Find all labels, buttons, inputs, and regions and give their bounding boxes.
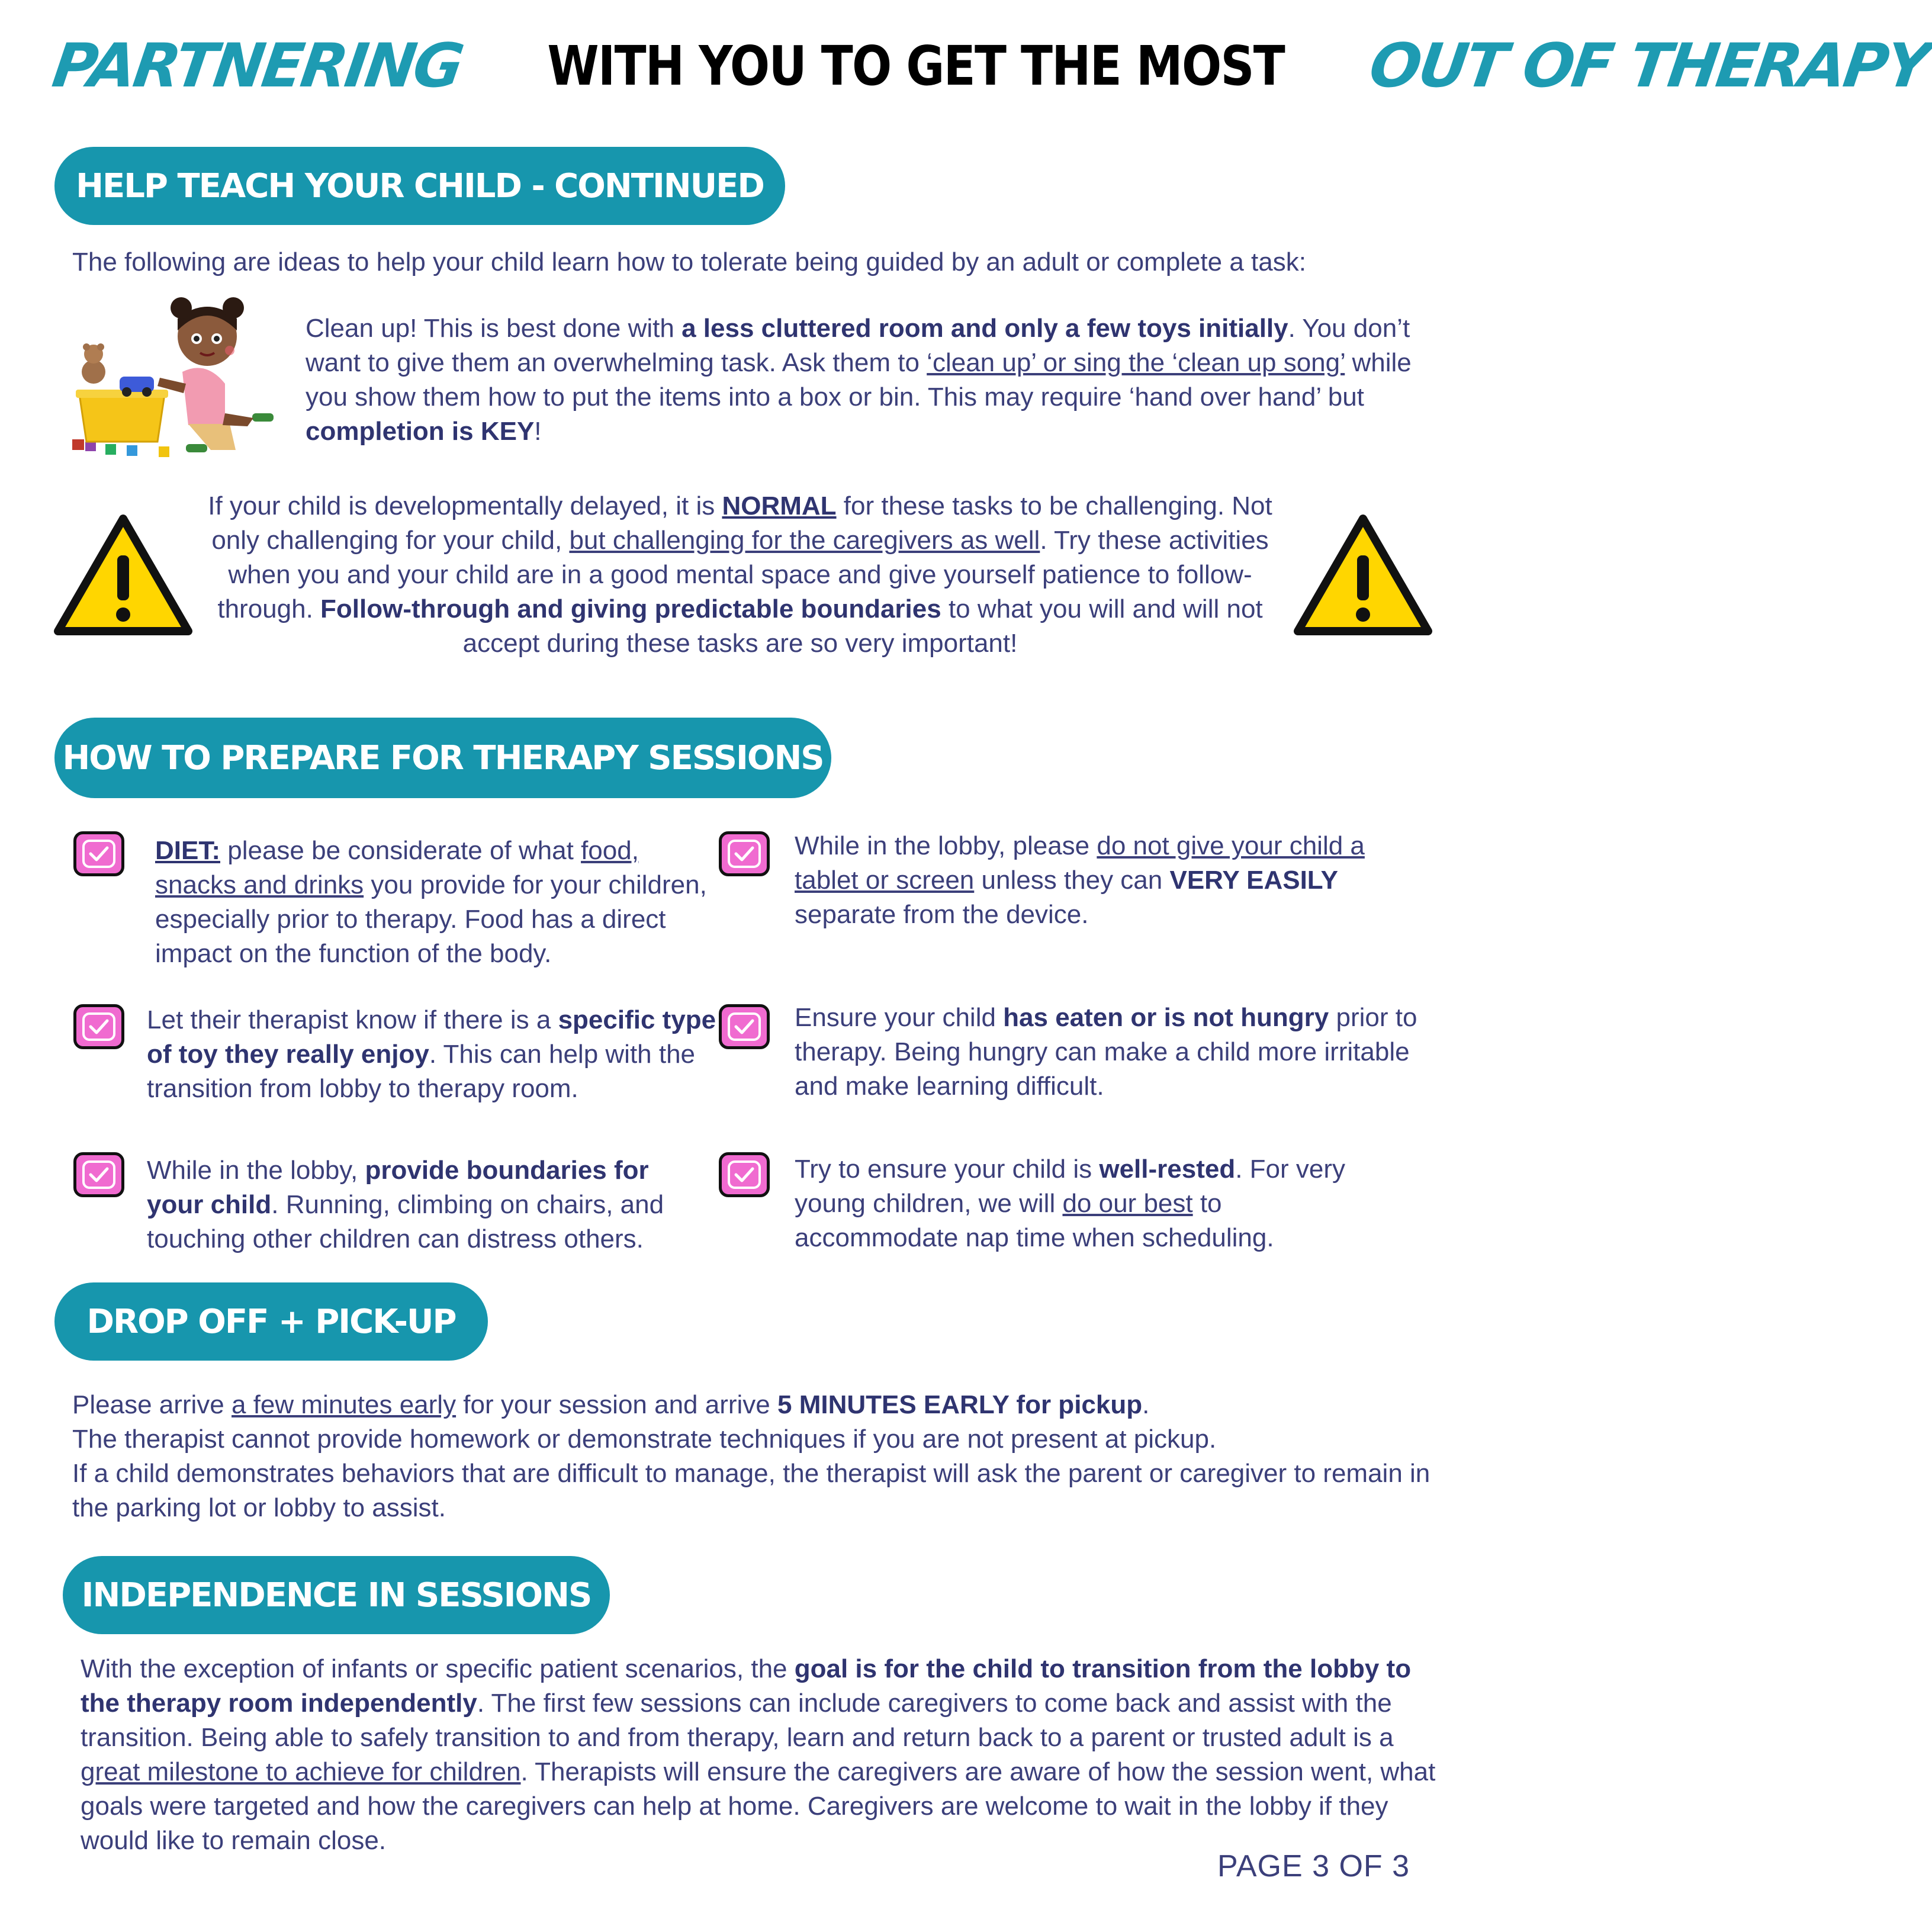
- prepare-item-rested: [795, 1152, 1351, 1255]
- rested-text-3: to accommodate nap time when scheduling.: [795, 1189, 1274, 1252]
- child-cleanup-illustration: [70, 295, 277, 462]
- warning-bold-normal: NORMAL: [722, 491, 837, 520]
- check-icon: [719, 831, 770, 876]
- section-heading-drop-off: DROP OFF + PICK-UP: [54, 1282, 488, 1361]
- page-title: [48, 31, 1932, 114]
- check-icon: [719, 1004, 770, 1049]
- rested-text-1: Try to ensure your child is: [795, 1155, 1100, 1184]
- screen-underline: do not give your child a tablet or screen: [795, 831, 1365, 895]
- prepare-item-screen: [795, 829, 1410, 932]
- diet-text-1: please be considerate of what: [220, 836, 581, 865]
- warning-text-2: for these tasks to be challenging. Not only challenging for your child,: [211, 491, 1272, 555]
- prepare-item-toy: [147, 1003, 727, 1106]
- prepare-item-hungry: [795, 1001, 1446, 1104]
- cleanup-text-1: Clean up! This is best done with: [306, 314, 682, 343]
- rested-bold: well-rested: [1099, 1155, 1236, 1184]
- check-icon: [73, 1004, 124, 1049]
- title-part-partnering: PARTNERING: [48, 31, 466, 101]
- section-heading-prepare: HOW TO PREPARE FOR THERAPY SESSIONS: [54, 718, 831, 798]
- prepare-item-boundaries: [147, 1153, 703, 1256]
- warning-text-4: to what you will and will not accept during these tasks are so very important!: [462, 594, 1263, 658]
- section-heading-independence: INDEPENDENCE IN SESSIONS: [63, 1556, 610, 1634]
- drop-off-line-2: The therapist cannot provide homework or demonstrate techniques if you are not present at pickup.: [72, 1425, 1217, 1454]
- drop-off-line-1: [72, 1388, 1452, 1422]
- independence-text-1: With the exception of infants or specific patient scenarios, the: [81, 1654, 795, 1683]
- screen-text-3: separate from the device.: [795, 900, 1089, 929]
- toy-text-1: Let their therapist know if there is a: [147, 1005, 558, 1034]
- drop-off-text-3: .: [1142, 1390, 1150, 1419]
- drop-off-underline: a few minutes early: [232, 1390, 457, 1419]
- drop-off-text-2: for your session and arrive: [456, 1390, 777, 1419]
- title-part-middle: WITH YOU TO GET THE MOST: [547, 34, 1284, 98]
- hungry-bold: has eaten or is not hungry: [1003, 1003, 1329, 1032]
- hungry-text-1: Ensure your child: [795, 1003, 1004, 1032]
- warning-text-1: If your child is developmentally delayed, it is: [208, 491, 722, 520]
- independence-text-2: . The first few sessions can include caregivers to come back and assist with the transition. Being able to safely transition to and from therapy, learn and return back to a parent or trusted adult is a: [81, 1689, 1394, 1752]
- cleanup-bold-2: completion is KEY: [306, 417, 535, 446]
- check-icon: [73, 1152, 124, 1197]
- warning-bold-2: Follow-through and giving predictable boundaries: [320, 594, 941, 623]
- section1-intro: The following are ideas to help your child learn how to tolerate being guided by an adult or complete a task:: [72, 247, 1306, 277]
- independence-bold: goal is for the child to transition from the lobby to the therapy room independently: [81, 1654, 1412, 1718]
- screen-bold: VERY EASILY: [1169, 866, 1338, 895]
- check-icon: [719, 1152, 770, 1197]
- drop-off-text-1: Please arrive: [72, 1390, 232, 1419]
- cleanup-tip: [306, 311, 1419, 449]
- developmental-delay-warning: [207, 489, 1273, 661]
- cleanup-text-2: . You don’t want to give them an overwhelming task. Ask them to: [306, 314, 1410, 377]
- section-heading-help-teach: HELP TEACH YOUR CHILD - CONTINUED: [54, 147, 785, 225]
- independence-text: [81, 1652, 1436, 1858]
- cleanup-underline: ‘clean up’ or sing the ‘clean up song’: [927, 348, 1345, 377]
- warning-text-3: . Try these activities when you and your child are in a good mental space and give yourself patience to follow-through.: [217, 526, 1269, 623]
- rested-underline: do our best: [1062, 1189, 1193, 1218]
- prepare-item-diet: [155, 834, 724, 971]
- drop-off-text: [72, 1388, 1452, 1525]
- toy-text-2: . This can help with the transition from lobby to therapy room.: [147, 1040, 696, 1103]
- check-icon: [73, 831, 124, 876]
- warning-icon: [1293, 514, 1433, 638]
- toy-bold: specific type of toy they really enjoy: [147, 1005, 716, 1069]
- boundaries-text-2: . Running, climbing on chairs, and touching other children can distress others.: [147, 1190, 664, 1253]
- cleanup-bold-1: a less cluttered room and only a few toys initially: [681, 314, 1288, 343]
- cleanup-text-4: !: [534, 417, 542, 446]
- screen-text-2: unless they can: [974, 866, 1170, 895]
- diet-label: DIET:: [155, 836, 220, 865]
- hungry-text-2: prior to therapy. Being hungry can make a child more irritable and make learning difficult.: [795, 1003, 1417, 1101]
- drop-off-bold: 5 MINUTES EARLY for pickup: [777, 1390, 1143, 1419]
- page-number: PAGE 3 OF 3: [1217, 1849, 1410, 1883]
- independence-text-3: . Therapists will ensure the caregivers are aware of how the session went, what goals were targeted and how the caregivers can help at home. Caregivers are welcome to wait in the lobby if they would like to remain close.: [81, 1757, 1436, 1855]
- cleanup-text-3: while you show them how to put the items into a box or bin. This may require ‘hand over hand’ but: [306, 348, 1412, 412]
- independence-underline: great milestone to achieve for children: [81, 1757, 521, 1786]
- title-part-therapy: OUT OF THERAPY: [1365, 31, 1932, 101]
- drop-off-line-3: If a child demonstrates behaviors that are difficult to manage, the therapist will ask the parent or caregiver to remain in the parking lot or lobby to assist.: [72, 1459, 1430, 1522]
- diet-text-2: you provide for your children, especially prior to therapy. Food has a direct impact on the function of the body.: [155, 870, 707, 968]
- boundaries-text-1: While in the lobby,: [147, 1156, 365, 1185]
- warning-icon: [53, 514, 193, 638]
- boundaries-bold: provide boundaries for your child: [147, 1156, 649, 1219]
- screen-text-1: While in the lobby, please: [795, 831, 1097, 860]
- rested-text-2: . For very young children, we will: [795, 1155, 1346, 1218]
- diet-underline: food, snacks and drinks: [155, 836, 639, 899]
- warning-underline: but challenging for the caregivers as well: [569, 526, 1040, 555]
